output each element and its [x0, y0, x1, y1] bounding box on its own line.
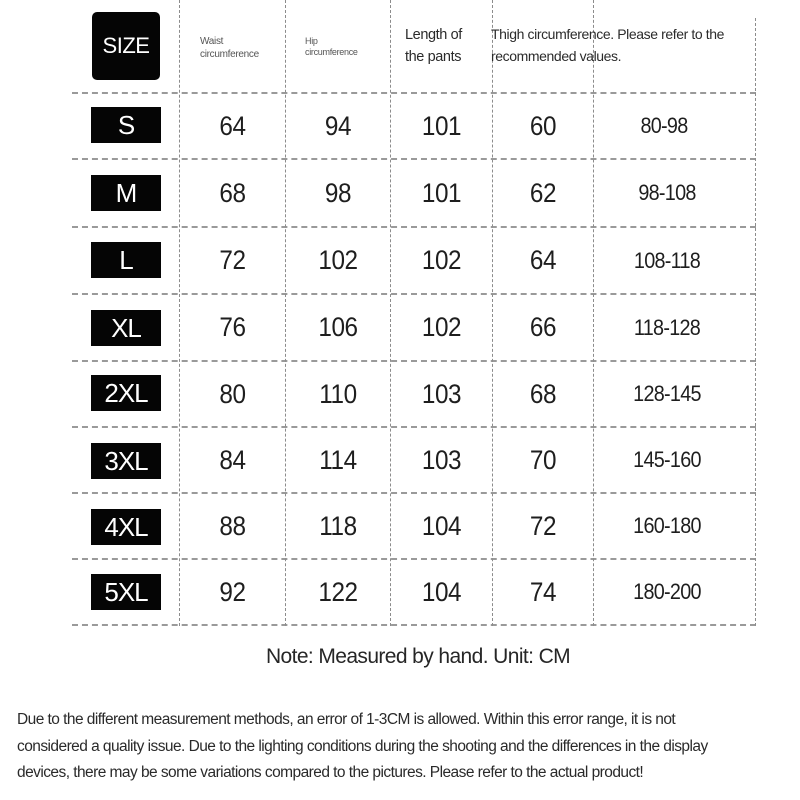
size-label-4xl: 4XL — [91, 509, 161, 545]
size-label-m: M — [91, 175, 161, 211]
hip-value: 94 — [324, 110, 352, 141]
recommended-weight-range: 118-128 — [633, 314, 701, 340]
column-divider — [755, 18, 756, 626]
thigh-value: 66 — [529, 312, 557, 342]
waist-value: 88 — [219, 510, 246, 541]
recommended-weight-range: 145-160 — [633, 447, 701, 472]
header-length-line1: Length of — [405, 27, 462, 43]
header-thigh-line1: Thigh circumference. Please refer to the — [491, 26, 725, 42]
hip-value: 110 — [319, 378, 357, 409]
header-thigh-line2: recommended values. — [491, 47, 622, 64]
recommended-weight-range: 80-98 — [640, 113, 688, 138]
length-value: 103 — [421, 378, 462, 409]
header-hip-line1: Hip — [305, 36, 318, 46]
column-divider — [492, 0, 493, 626]
waist-value: 68 — [219, 177, 246, 208]
length-value: 104 — [421, 576, 462, 607]
size-header-label: SIZE — [92, 12, 160, 80]
disclaimer-text — [17, 707, 797, 787]
size-label-5xl: 5XL — [91, 574, 161, 610]
column-divider — [593, 0, 594, 626]
recommended-weight-range: 180-200 — [633, 579, 701, 604]
length-value: 102 — [421, 312, 462, 342]
header-waist-line2: circumference — [200, 48, 259, 60]
hip-value: 114 — [319, 444, 357, 475]
waist-value: 64 — [219, 110, 246, 141]
length-value: 101 — [421, 110, 462, 141]
waist-value: 76 — [219, 312, 246, 342]
measurement-note: Note: Measured by hand. Unit: CM — [265, 645, 571, 668]
disclaimer-line: considered a quality issue. Due to the lighting conditions during the shooting and the differences in the display — [17, 737, 708, 755]
hip-value: 98 — [324, 177, 352, 208]
hip-value: 122 — [318, 576, 358, 607]
hip-value: 102 — [318, 245, 358, 275]
header-length-line2: the pants — [405, 49, 462, 66]
header-hip — [305, 36, 358, 59]
waist-value: 80 — [219, 378, 246, 409]
thigh-value: 70 — [529, 444, 557, 475]
waist-value: 84 — [219, 444, 246, 475]
row-divider — [72, 624, 756, 626]
thigh-value: 74 — [529, 576, 557, 607]
waist-value: 72 — [219, 245, 246, 275]
header-hip-line2: circumference — [305, 47, 358, 58]
length-value: 103 — [421, 444, 462, 475]
waist-value: 92 — [219, 576, 246, 607]
thigh-value: 68 — [529, 378, 557, 409]
size-label-xl: XL — [91, 310, 161, 346]
disclaimer-line: devices, there may be some variations compared to the pictures. Please refer to the actual product! — [17, 764, 644, 782]
thigh-value: 64 — [529, 245, 557, 275]
length-value: 101 — [421, 177, 462, 208]
header-waist — [200, 36, 259, 61]
thigh-value: 72 — [529, 510, 557, 541]
length-value: 104 — [421, 510, 462, 541]
recommended-weight-range: 128-145 — [633, 381, 701, 406]
column-divider — [179, 0, 180, 626]
hip-value: 106 — [318, 312, 358, 342]
size-label-2xl: 2XL — [91, 375, 161, 411]
recommended-weight-range: 108-118 — [633, 247, 701, 273]
disclaimer-line: Due to the different measurement methods, an error of 1-3CM is allowed. Within this error range, it is not — [17, 711, 676, 728]
thigh-value: 62 — [529, 177, 557, 208]
header-thigh — [491, 24, 724, 67]
thigh-value: 60 — [529, 110, 557, 141]
length-value: 102 — [421, 245, 462, 275]
size-label-3xl: 3XL — [91, 443, 161, 479]
hip-value: 118 — [319, 510, 357, 541]
size-label-l: L — [91, 242, 161, 278]
header-waist-line1: Waist — [200, 36, 224, 47]
column-divider — [390, 0, 391, 626]
column-divider — [285, 0, 286, 626]
size-label-s: S — [91, 107, 161, 143]
recommended-weight-range: 160-180 — [633, 513, 701, 538]
recommended-weight-range: 98-108 — [638, 180, 696, 205]
header-length — [405, 24, 462, 69]
